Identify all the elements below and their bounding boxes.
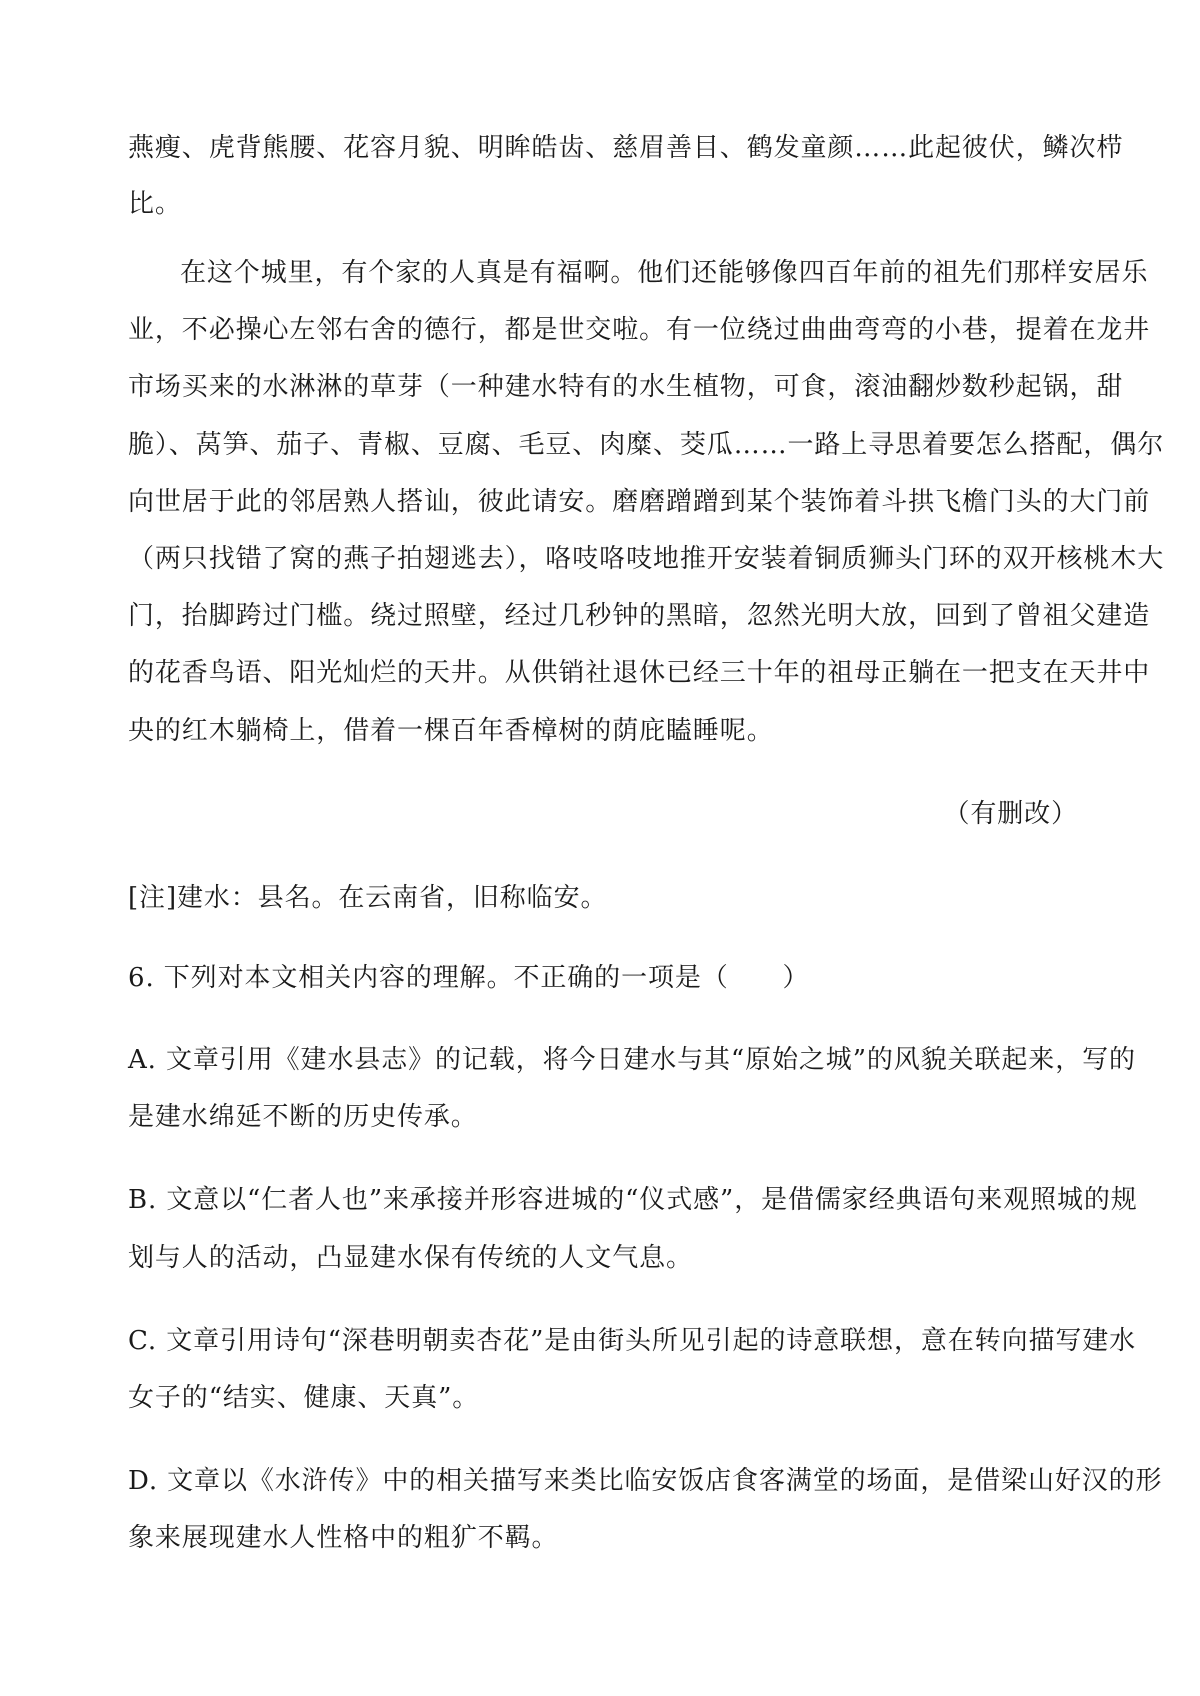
option-a-line-2: 是建水绵延不断的历史传承。 xyxy=(128,1102,478,1132)
option-a-line-1: A. 文章引用《建水县志》的记载，将今日建水与其“原始之城”的风貌关联起来，写的 xyxy=(128,1045,1136,1075)
annotation: [注]建水：县名。在云南省，旧称临安。 xyxy=(128,883,608,913)
paragraph-2-line-5: 向世居于此的邻居熟人搭讪，彼此请安。磨磨蹭蹭到某个装饰着斗拱飞檐门头的大门前 xyxy=(128,487,1151,517)
paragraph-2-line-8: 的花香鸟语、阳光灿烂的天井。从供销社退休已经三十年的祖母正躺在一把支在天井中 xyxy=(128,658,1151,688)
paragraph-1-line-1: 燕瘦、虎背熊腰、花容月貌、明眸皓齿、慈眉善目、鹤发童颜……此起彼伏，鳞次栉 xyxy=(128,133,1124,163)
option-d-line-1: D. 文章以《水浒传》中的相关描写来类比临安饭店食客满堂的场面，是借梁山好汉的形 xyxy=(128,1466,1163,1496)
option-d-line-2: 象来展现建水人性格中的粗犷不羁。 xyxy=(128,1523,559,1553)
question-stem: 6. 下列对本文相关内容的理解。不正确的一项是（ ） xyxy=(128,963,810,993)
option-b-line-1: B. 文意以“仁者人也”来承接并形容进城的“仪式感”，是借儒家经典语句来观照城的规 xyxy=(128,1185,1138,1215)
paragraph-2-line-4: 脆）、莴笋、茄子、青椒、豆腐、毛豆、肉糜、茭瓜……一路上寻思着要怎么搭配，偶尔 xyxy=(128,430,1165,460)
paragraph-2-line-9: 央的红木躺椅上，借着一棵百年香樟树的荫庇瞌睡呢。 xyxy=(128,716,774,746)
option-b-line-2: 划与人的活动，凸显建水保有传统的人文气息。 xyxy=(128,1243,693,1273)
option-c-line-1: C. 文章引用诗句“深巷明朝卖杏花”是由街头所见引起的诗意联想，意在转向描写建水 xyxy=(128,1326,1137,1356)
paragraph-2-line-7: 门，抬脚跨过门槛。绕过照壁，经过几秒钟的黑暗，忽然光明大放，回到了曾祖父建造 xyxy=(128,601,1151,631)
paragraph-1-line-2: 比。 xyxy=(128,189,182,219)
paragraph-2-line-1: 在这个城里，有个家的人真是有福啊。他们还能够像四百年前的祖先们那样安居乐 xyxy=(180,258,1149,288)
paragraph-2-line-2: 业，不必操心左邻右舍的德行，都是世交啦。有一位绕过曲曲弯弯的小巷，提着在龙井 xyxy=(128,315,1151,345)
paragraph-2-line-6: （两只找错了窝的燕子拍翅逃去），咯吱咯吱地推开安装着铜质狮头门环的双开核桃木大 xyxy=(128,544,1165,574)
source-note: （有删改） xyxy=(943,799,1078,829)
paragraph-2-line-3: 市场买来的水淋淋的草芽（一种建水特有的水生植物，可食，滚油翻炒数秒起锅，甜 xyxy=(128,372,1124,402)
option-c-line-2: 女子的“结实、健康、天真”。 xyxy=(128,1383,480,1413)
